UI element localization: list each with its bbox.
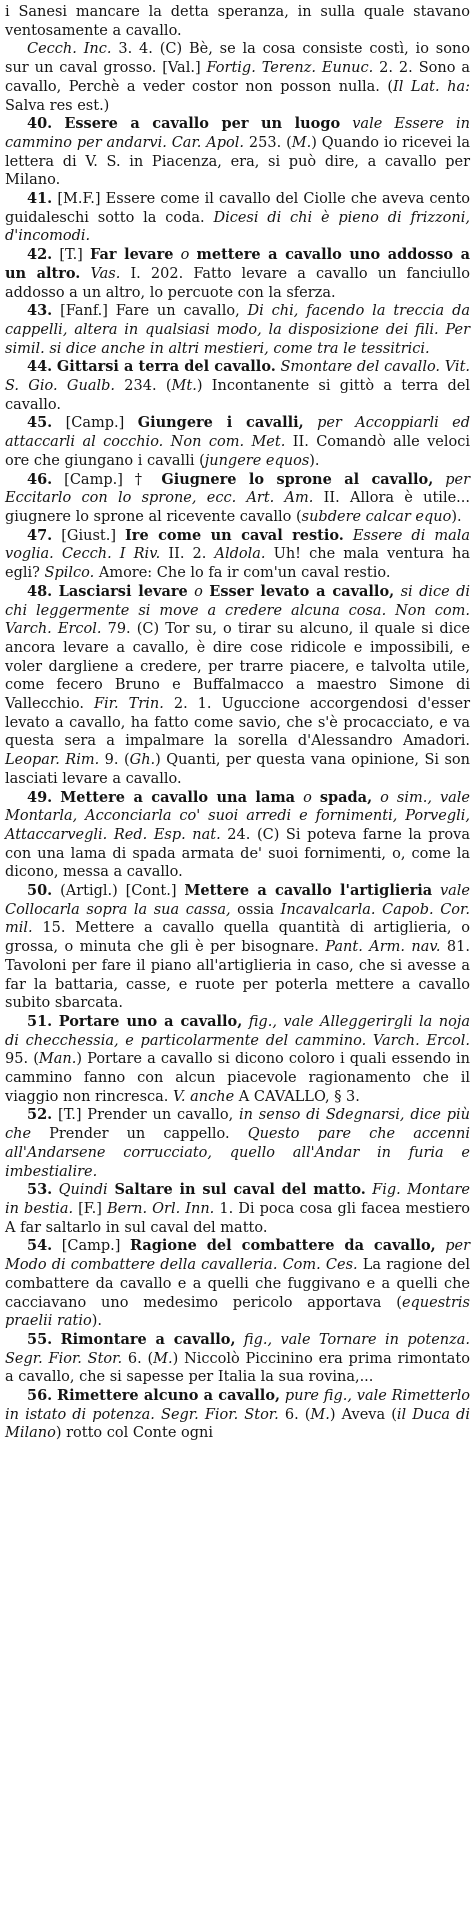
entry-italic-text: o [173, 247, 197, 264]
entry-text: ) Aveva ( [329, 1406, 397, 1423]
entry-headword: mettere a cavallo uno addosso a un altro. [5, 246, 471, 282]
entry-italic-text: Quindi [58, 1182, 108, 1199]
entry-italic-text: per Modo di combattere della cavalleria. Com. Ces. [5, 1238, 471, 1274]
entry-text: 3. 4. (C) Bè, se la cosa consiste costì, io sono sur un caval grosso. [Val.] [5, 41, 471, 77]
entry-text: 95. ( [5, 1051, 39, 1068]
entry-text: ) Quanti, per questa vana opinione, Si son lasciati levare a cavallo. [5, 752, 470, 787]
dictionary-entry [5, 115, 470, 190]
dictionary-entry [5, 246, 470, 302]
entry-italic-text: equestris praelii ratio [5, 1294, 470, 1330]
entry-italic-text: Pant. Arm. nav. [325, 939, 441, 956]
entry-italic-text: fig., vale Alleggerirgli la noja di checchessia, e particolarmente del cammino. Varch. Ercol. [5, 1013, 471, 1049]
entry-headword: Giugnere lo sprone al cavallo, [161, 470, 434, 488]
entry-text: (Artigl.) [Cont.] [60, 883, 185, 900]
entry-text: [Camp.] [65, 415, 138, 432]
entry-italic-text: Aldola. [214, 546, 266, 563]
entry-italic-text: Fig. Montare in bestia. [5, 1182, 470, 1217]
dictionary-entry [5, 190, 470, 246]
entry-italic-text: per Accoppiarli ed attaccarli al cocchio. Non com. Met. [5, 415, 470, 451]
entry-number: 56. [27, 1387, 53, 1405]
entry-italic-text: Leopar. Rim. [5, 752, 100, 769]
entry-headword: Gittarsi a terra del cavallo. [56, 358, 276, 376]
entry-text: 24. (C) Si poteva farne la prova con una lama di spada armata de' suoi fornimenti, o, come la dicono, messa a cavallo. [5, 826, 470, 881]
entry-text: ossia [230, 901, 281, 918]
dictionary-entry [5, 1331, 470, 1387]
entry-text: 15. Mettere a cavallo quella quantità di artiglieria, o grossa, o minuta che gli è per bisognare. [5, 920, 470, 956]
entry-italic-text: in senso di Sdegnarsi, dice più che [5, 1107, 471, 1143]
entry-italic-text: Fortig. Terenz. Eunuc. [206, 60, 374, 77]
entry-text: 253. ( [244, 134, 292, 151]
entry-headword: Rimontare a cavallo, [60, 1330, 236, 1348]
entry-italic-text: Incavalcarla. Capob. Cor. mil. [5, 901, 470, 937]
entry-number: 40. [27, 115, 53, 133]
entry-headword: Giungere i cavalli, [137, 414, 304, 432]
entry-headword: Lasciarsi levare [58, 582, 188, 600]
entry-italic-text: Bern. Orl. Inn. [106, 1201, 215, 1217]
entry-number: 41. [27, 190, 53, 208]
entry-headword: Saltare in sul caval del matto. [107, 1181, 366, 1199]
entry-italic-text: Il Lat. ha: [393, 78, 470, 95]
entry-text: II. Comandò alle veloci ore che giungano i cavalli ( [5, 434, 470, 469]
entry-text: 79. (C) Tor su, o tirar su alcuno, il quale si dice ancora levare a cavallo, è dire cose ridicole e impossibili, e voler dargliene a credere, per trarre piacere, e talvolta utile, come fecero Bruno e Buffalmacco a maestro Simone di Vallecchio. [5, 621, 471, 713]
entry-text: Prender un cappello. [31, 1126, 248, 1143]
entry-number: 50. [27, 882, 53, 900]
entry-italic-text: Spilco. [44, 565, 95, 582]
entry-number: 49. [27, 788, 53, 806]
entry-number: 54. [27, 1237, 53, 1255]
dictionary-entry [5, 1013, 470, 1107]
entry-italic-text: Dicesi di chi è pieno di frizzoni, d'incomodi. [5, 209, 470, 245]
entry-number: 52. [27, 1106, 53, 1124]
entry-italic-text: M. [310, 1406, 330, 1423]
dictionary-entry [5, 1387, 470, 1443]
entry-italic-text: M. [153, 1350, 173, 1367]
entry-italic-text: fig., vale Tornare in potenza. Segr. Fior. Stor. [5, 1331, 471, 1367]
entry-headword: Essere a cavallo per un luogo [64, 115, 341, 133]
entry-number: 44. [27, 358, 53, 376]
dictionary-entry [5, 1106, 470, 1181]
entry-text: 6. ( [122, 1350, 154, 1367]
entry-italic-text: Essere di mala voglia. Cecch. I Riv. [5, 527, 471, 563]
entry-text: A CAVALLO, § 3. [234, 1088, 360, 1105]
entry-italic-text: jungere equos [204, 452, 310, 469]
entry-italic-text: subdere calcar equo [301, 508, 452, 525]
dictionary-entry [5, 789, 470, 883]
dictionary-entry [5, 40, 470, 115]
entry-italic-text: o [295, 789, 320, 806]
dictionary-entry [5, 471, 470, 527]
entry-headword: Mettere a cavallo una lama [60, 788, 296, 806]
entry-headword: spada, [319, 788, 373, 806]
dictionary-entry [5, 302, 470, 358]
entry-text: La ragione del combattere da cavallo e a quelli che fuggivano e a quelli che cacciavano uno medesimo pericolo apportava ( [5, 1257, 470, 1311]
entry-text: i Sanesi mancare la detta speranza, in sulla quale stavano ventosamente a cavallo. [5, 4, 470, 39]
entry-text: ) Quando io ricevei la lettera di V. S. in Piacenza, era, si può dire, a cavallo per Milano. [5, 134, 470, 189]
entry-italic-text: Smontare del cavallo. Vit. S. Gio. Gualb. [5, 359, 471, 395]
dictionary-entry [5, 882, 470, 1013]
entry-text: ). [451, 508, 462, 525]
entry-headword: Ire come un caval restio. [125, 526, 344, 544]
entry-italic-text: Gh. [129, 752, 156, 769]
entry-number: 46. [27, 470, 53, 488]
entry-text: ). [309, 452, 320, 469]
entry-number: 48. [27, 582, 53, 600]
dictionary-entry [5, 583, 470, 789]
entry-italic-text: o sim., vale Montarla, Acconciarla co' suoi arredi e fornimenti, Porvegli, Attaccarvegli. Red. Esp. nat. [5, 789, 470, 843]
entry-italic-text: V. anche [173, 1088, 235, 1105]
entry-italic-text: Mt. [171, 378, 197, 395]
entry-italic-text: il Duca di Milano [5, 1406, 470, 1442]
entry-text: 9. ( [99, 752, 130, 769]
entry-italic-text: vale Essere in cammino per andarvi. Car. Apol. [5, 116, 470, 151]
dictionary-entry [5, 358, 470, 414]
dictionary-entry [5, 527, 470, 583]
entry-text: 234. ( [115, 378, 172, 395]
entry-italic-text: pure fig., vale Rimetterlo in istato di potenza. Segr. Fior. Stor. [5, 1388, 471, 1423]
entry-text: I. 202. Fatto levare a cavallo un fanciullo addosso a un altro, lo percuote con la sferza. [5, 265, 470, 301]
entry-headword: Portare uno a cavallo, [58, 1012, 243, 1030]
entry-text: [T.] Prender un cavallo, [58, 1107, 240, 1124]
entry-text: ) Incontanente si gittò a terra del cavallo. [5, 378, 470, 413]
entry-italic-text: Vas. [80, 265, 121, 282]
entry-text: [T.] [59, 247, 90, 264]
entry-text: 6. ( [278, 1406, 311, 1423]
entry-number: 43. [27, 302, 53, 320]
dictionary-entry [5, 3, 470, 40]
entry-headword: Mettere a cavallo l'artiglieria [184, 882, 433, 900]
entry-number: 47. [27, 526, 53, 544]
entry-italic-text: Man. [38, 1051, 77, 1068]
entry-text: 81. Tavoloni per fare il piano all'artiglieria in caso, che si avesse a far la battaria, casse, e ruote per poterla mettere a cavallo subito sbarcata. [5, 939, 470, 1012]
dictionary-entry [5, 1181, 470, 1237]
entry-text: Amore: Che lo fa ir com'un caval restio. [94, 565, 391, 582]
entry-italic-text: Di chi, facendo la treccia da cappelli, altera in qualsiasi modo, la disposizione dei fili. Per simil. si dice anche in altri mestieri, come tra le tessitrici. [5, 303, 470, 357]
entry-text: ) Niccolò Piccinino era prima rimontato a cavallo, che si sapesse per Italia la sua rovina,... [5, 1350, 470, 1386]
entry-text: ). [91, 1313, 103, 1330]
entry-italic-text: M. [291, 134, 312, 151]
entry-italic-text: Questo pare che accenni all'Andarsene corrucciato, quello all'Andar in furia e imbestialire. [5, 1126, 470, 1180]
entry-headword: Far levare [89, 246, 174, 264]
entry-number: 53. [27, 1181, 53, 1199]
entry-text: Uh! che mala ventura ha egli? [5, 546, 470, 582]
entry-italic-text: si dice di chi leggermente si move a credere alcuna cosa. Non com. Varch. Ercol. [5, 583, 471, 638]
entry-text: 2. 1. Uguccione accorgendosi d'esser levato a cavallo, ha fatto come savio, che s'è procacciato, e va questa sera a impalmare la sorella d'Alessandro Amadori. [5, 696, 471, 750]
entry-text: Salva res est.) [5, 97, 110, 114]
entry-text: [Giust.] [61, 527, 126, 544]
entry-text: [F.] [73, 1201, 107, 1217]
entry-text: [M.F.] Essere come il cavallo del Ciolle che aveva cento guidaleschi sotto la coda. [5, 191, 470, 226]
entry-text: [Fanf.] Fare un cavallo, [60, 303, 248, 320]
entry-number: 42. [27, 246, 53, 264]
entry-headword: Ragione del combattere da cavallo, [129, 1237, 436, 1255]
entry-text: II. Allora è utile... giugnere lo sprone al ricevente cavallo ( [5, 490, 470, 525]
entry-text: 1. Di poca cosa gli facea mestiero A far saltarlo in sul caval del matto. [5, 1201, 471, 1236]
entry-italic-text: per Eccitarlo con lo sprone, ecc. Art. Am. [5, 471, 470, 507]
entry-number: 55. [27, 1330, 53, 1348]
entry-text: ) Portare a cavallo si dicono coloro i quali essendo in cammino fanno con alcun piacevole ragionamento che il viaggio non rincresca. [5, 1051, 470, 1105]
entry-text: 2. 2. Sono a cavallo, Perchè a veder costor non posson nulla. ( [5, 60, 470, 95]
entry-italic-text: vale Collocarla sopra la sua cassa, [5, 883, 471, 918]
entry-text: [Camp.] † [64, 471, 162, 488]
entry-text: II. 2. [160, 546, 215, 563]
entry-text: [Camp.] [61, 1238, 130, 1255]
entry-number: 45. [27, 414, 53, 432]
entry-text: ) rotto col Conte ogni [55, 1425, 214, 1442]
entry-italic-text: Cecch. Inc. [27, 41, 112, 58]
entry-italic-text: Fir. Trin. [93, 696, 164, 713]
entry-italic-text: o [187, 583, 210, 600]
entry-headword: Rimettere alcuno a cavallo, [57, 1387, 281, 1405]
entry-headword: Esser levato a cavallo, [209, 582, 395, 600]
dictionary-entry [5, 414, 470, 470]
entry-number: 51. [27, 1012, 53, 1030]
dictionary-entry [5, 1237, 470, 1331]
